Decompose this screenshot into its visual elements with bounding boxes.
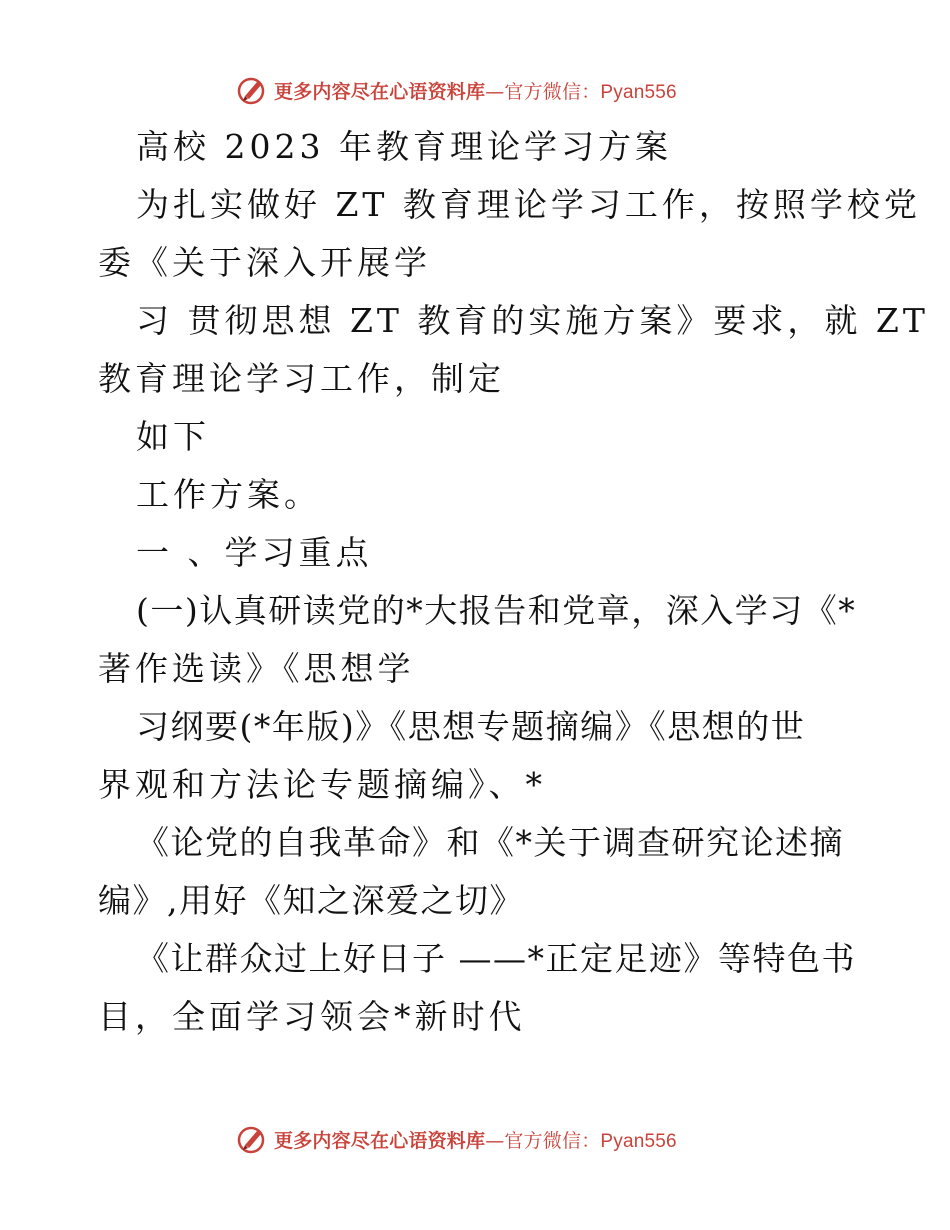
watermark-account: Pyan556 (600, 1130, 677, 1152)
text-line: 工作方案。 (136, 475, 321, 514)
watermark-footer (236, 1122, 677, 1156)
text-line: 为扎实做好 ZT 教育理论学习工作，按照学校党 (136, 185, 921, 224)
text-line: (一)认真研读党的*大报告和党章，深入学习《* (136, 591, 857, 630)
watermark-header (236, 73, 677, 107)
text-line: 习 贯彻思想 ZT 教育的实施方案》要求，就 ZT (136, 301, 929, 340)
text-line: 界观和方法论专题摘编》、* (98, 765, 546, 804)
watermark-account: Pyan556 (600, 81, 677, 103)
pen-logo-icon (236, 74, 268, 106)
text-line: 目，全面学习领会*新时代 (98, 997, 526, 1036)
watermark-dash: — (485, 1129, 505, 1152)
watermark-brand: 更多内容尽在心语资料库 (274, 80, 486, 103)
text-line: 《让群众过上好日子 ——*正定足迹》等特色书 (136, 939, 856, 978)
text-line: 习纲要(*年版)》《思想专题摘编》《思想的世 (136, 707, 806, 746)
text-line: 教育理论学习工作，制定 (98, 359, 505, 398)
watermark-brand: 更多内容尽在心语资料库 (274, 1129, 486, 1152)
text-line: 编》,用好《知之深爱之切》 (98, 881, 524, 920)
watermark-text (274, 1126, 677, 1153)
document-title: 高校 2023 年教育理论学习方案 (136, 127, 672, 166)
pen-logo-icon (236, 1123, 268, 1155)
text-line: 委《关于深入开展学 (98, 243, 431, 282)
document-body (98, 118, 929, 1046)
text-line: 著作选读》《思想学 (98, 649, 415, 688)
section-heading: 一 、学习重点 (136, 533, 373, 572)
watermark-text (274, 77, 677, 104)
text-line: 《论党的自我革命》和《*关于调查研究论述摘 (136, 823, 844, 862)
watermark-dash: — (485, 80, 505, 103)
text-line: 如下 (136, 417, 210, 456)
watermark-suffix: 官方微信： (504, 80, 601, 103)
watermark-suffix: 官方微信： (504, 1129, 601, 1152)
